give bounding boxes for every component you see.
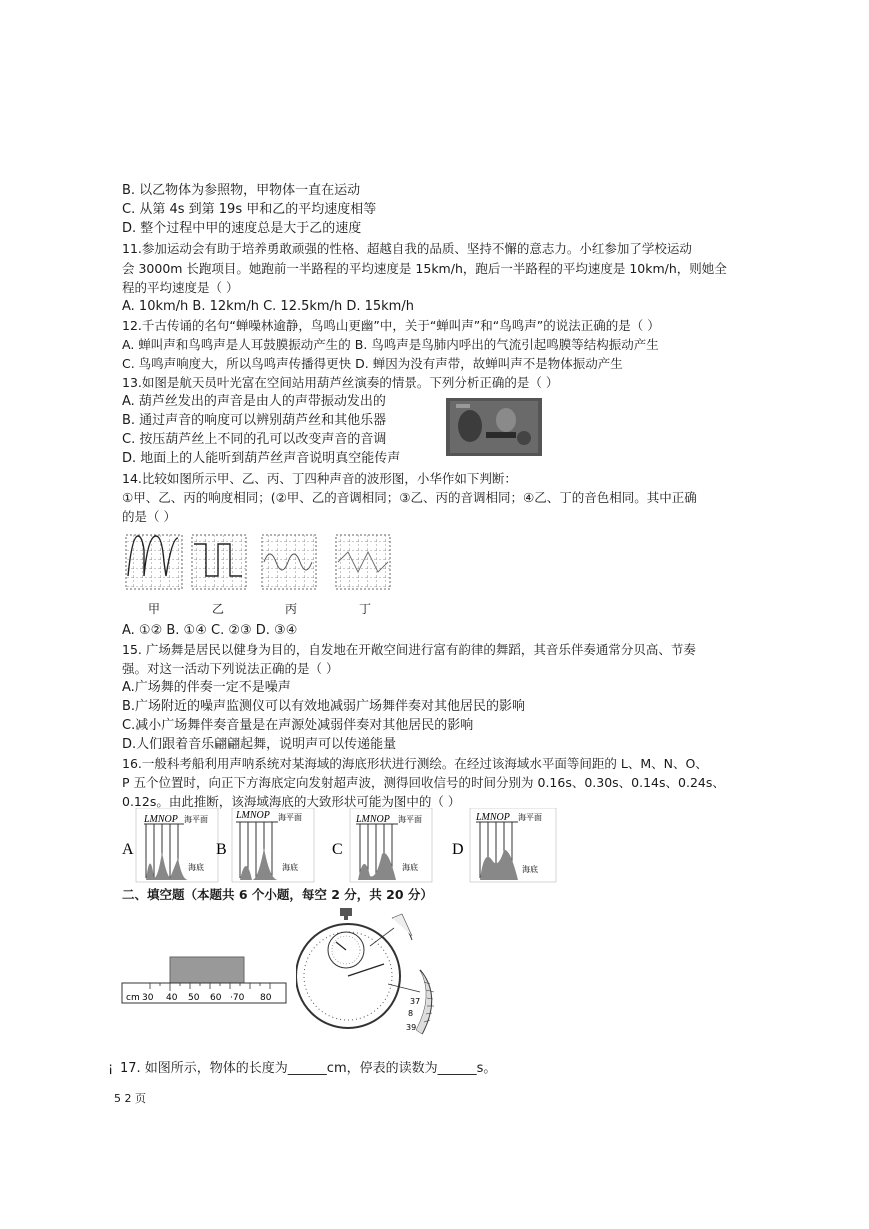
q10-option-b: B. 以乙物体为参照物，甲物体一直在运动 bbox=[122, 183, 361, 198]
svg-text:海底: 海底 bbox=[522, 865, 538, 874]
svg-text:cm: cm bbox=[126, 993, 140, 1003]
q14-stem-2: ①甲、乙、丙的响度相同；(②甲、乙的音调相同；③乙、丙的音调相同；④乙、丁的音色相同。其中正确 bbox=[122, 490, 697, 505]
fig-letter-b: B bbox=[216, 841, 227, 858]
svg-text:60: 60 bbox=[210, 993, 222, 1003]
q17-stem: 17. 如图所示，物体的长度为______cm，停表的读数为______s。 bbox=[120, 1061, 497, 1076]
astronaut-photo bbox=[446, 398, 542, 456]
svg-text:海平面: 海平面 bbox=[184, 815, 208, 824]
measured-block bbox=[170, 957, 244, 983]
q12-stem: 12.千古传诵的名句“蝉噪林逾静，鸟鸣山更幽”中，关于“蝉叫声”和“鸟鸣声”的说法正确的是（ ） bbox=[122, 318, 660, 333]
svg-text:LMNOP: LMNOP bbox=[356, 814, 390, 825]
q13-option-c: C. 按压葫芦丝上不同的孔可以改变声音的音调 bbox=[122, 432, 387, 447]
waveform-label-ding: 丁 bbox=[359, 602, 372, 616]
waveform-ding bbox=[336, 535, 390, 589]
svg-text:LMNOP: LMNOP bbox=[476, 812, 510, 823]
waveform-label-bing: 丙 bbox=[285, 602, 298, 616]
q11-stem-1: 11.参加运动会有助于培养勇敢顽强的性格、超越自我的品质、坚持不懈的意志力。小红参加了学校运动 bbox=[122, 241, 692, 256]
section-2-heading: 二、填空题（本题共 6 个小题，每空 2 分，共 20 分） bbox=[122, 887, 433, 902]
svg-text:海底: 海底 bbox=[402, 863, 418, 872]
svg-text:37: 37 bbox=[410, 997, 421, 1006]
svg-text:海平面: 海平面 bbox=[278, 813, 302, 822]
q10-option-d: D. 整个过程中甲的速度总是大于乙的速度 bbox=[122, 221, 362, 236]
svg-text:·70: ·70 bbox=[230, 993, 245, 1003]
waveform-label-jia: 甲 bbox=[148, 602, 161, 616]
svg-text:40: 40 bbox=[166, 993, 178, 1003]
q15-option-a: A.广场舞的伴奏一定不是噪声 bbox=[122, 680, 291, 695]
ruler-figure bbox=[120, 955, 290, 1005]
fig-letter-a: A bbox=[122, 841, 134, 858]
waveform-yi bbox=[192, 535, 246, 589]
q14-stem-1: 14.比较如图所示甲、乙、丙、丁四种声音的波形图，小华作如下判断： bbox=[122, 471, 517, 486]
svg-text:50: 50 bbox=[188, 993, 200, 1003]
q15-option-b: B.广场附近的噪声监测仪可以有效地减弱广场舞伴奏对其他居民的影响 bbox=[122, 699, 526, 714]
q16-stem-2: P 五个位置时，向正下方海底定向发射超声波，测得回收信号的时间分别为 0.16s、0.30s、0.14s、0.24s、 bbox=[122, 775, 725, 790]
seabed-figure-b bbox=[216, 808, 314, 882]
q11-options: A. 10km/h B. 12km/h C. 12.5km/h D. 15km/h bbox=[122, 299, 414, 314]
q16-stem-3: 0.12s。由此推断，该海域海底的大致形状可能为图中的（ ） bbox=[122, 794, 461, 809]
q15-option-c: C.减小广场舞伴奏音量是在声源处减弱伴奏对其他居民的影响 bbox=[122, 718, 474, 733]
q13-option-b: B. 通过声音的响度可以辨别葫芦丝和其他乐器 bbox=[122, 413, 387, 428]
q15-option-d: D.人们跟着音乐翩翩起舞，说明声可以传递能量 bbox=[122, 737, 397, 752]
svg-text:LMNOP: LMNOP bbox=[236, 810, 270, 821]
waveform-figures bbox=[124, 532, 394, 594]
q17-margin-mark: ¡ bbox=[108, 1061, 114, 1076]
page-footer: 5 2 页 bbox=[114, 1092, 146, 1105]
q12-options-cd: C. 鸟鸣声响度大，所以鸟鸣声传播得更快 D. 蝉因为没有声带，故蝉叫声不是物体振动产生 bbox=[122, 356, 623, 371]
seabed-figure-c bbox=[332, 808, 432, 882]
svg-text:39: 39 bbox=[406, 1023, 417, 1032]
q11-stem-2: 会 3000m 长跑项目。她跑前一半路程的平均速度是 15km/h，跑后一半路程的平均速度是 10km/h，则她全 bbox=[122, 261, 727, 276]
fig-letter-c: C bbox=[332, 841, 343, 858]
seabed-figure-a bbox=[122, 808, 218, 882]
svg-text:80: 80 bbox=[260, 993, 272, 1003]
stopwatch-figure bbox=[296, 906, 446, 1036]
q16-stem-1: 16.一般科考船利用声呐系统对某海域的海底形状进行测绘。在经过该海域水平面等间距的 L、M、N、O、 bbox=[122, 756, 708, 771]
svg-text:海平面: 海平面 bbox=[518, 813, 542, 822]
q12-options-ab: A. 蝉叫声和鸟鸣声是人耳鼓膜振动产生的 B. 鸟鸣声是鸟肺内呼出的气流引起鸣膜等结构振动产生 bbox=[122, 337, 659, 352]
q11-stem-3: 程的平均速度是（ ） bbox=[122, 280, 239, 295]
seabed-figure-d bbox=[452, 808, 556, 882]
svg-text:30: 30 bbox=[142, 993, 154, 1003]
waveform-bing bbox=[262, 535, 316, 589]
svg-text:8: 8 bbox=[408, 1009, 414, 1018]
q15-stem-2: 强。对这一活动下列说法正确的是（ ） bbox=[122, 661, 339, 676]
svg-text:海底: 海底 bbox=[282, 863, 298, 872]
q13-option-d: D. 地面上的人能听到葫芦丝声音说明真空能传声 bbox=[122, 451, 401, 466]
svg-text:LMNOP: LMNOP bbox=[144, 814, 178, 825]
q13-stem: 13.如图是航天员叶光富在空间站用葫芦丝演奏的情景。下列分析正确的是（ ） bbox=[122, 375, 559, 390]
q10-option-c: C. 从第 4s 到第 19s 甲和乙的平均速度相等 bbox=[122, 202, 377, 217]
q15-stem-1: 15. 广场舞是居民以健身为目的，自发地在开敞空间进行富有韵律的舞蹈，其音乐伴奏通常分贝高、节奏 bbox=[122, 642, 696, 657]
q13-option-a: A. 葫芦丝发出的声音是由人的声带振动发出的 bbox=[122, 394, 386, 409]
svg-text:海平面: 海平面 bbox=[398, 815, 422, 824]
q14-options: A. ①② B. ①④ C. ②③ D. ③④ bbox=[122, 623, 298, 638]
waveform-jia bbox=[126, 535, 182, 589]
seabed-figures bbox=[118, 808, 558, 884]
q14-stem-3: 的是（ ） bbox=[122, 509, 176, 524]
fig-letter-d: D bbox=[452, 841, 464, 858]
waveform-label-yi: 乙 bbox=[212, 602, 225, 616]
svg-text:海底: 海底 bbox=[188, 863, 204, 872]
